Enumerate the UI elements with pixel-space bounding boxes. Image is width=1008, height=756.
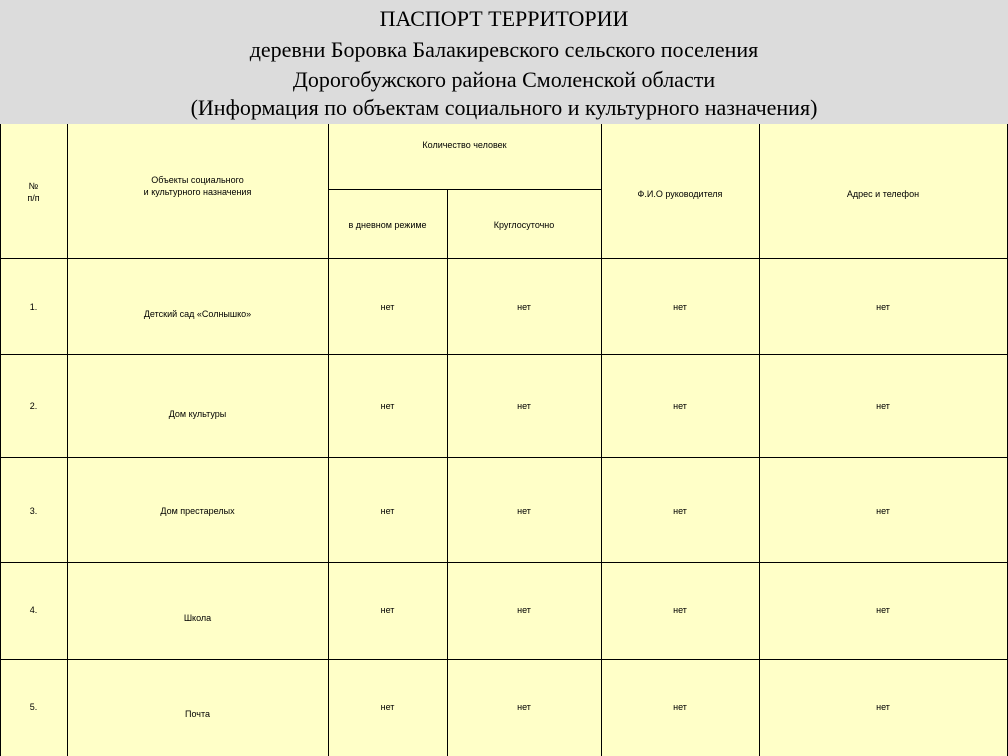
grid-line <box>447 189 448 756</box>
row-object: Почта <box>185 709 210 719</box>
row-day: нет <box>380 506 395 516</box>
grid-line <box>0 258 1008 259</box>
row-head: нет <box>673 605 687 615</box>
row-num: 5. <box>29 702 38 712</box>
row-day: нет <box>380 302 395 312</box>
objects-table <box>0 124 1008 756</box>
row-num: 4. <box>29 605 38 615</box>
grid-line <box>0 457 1008 458</box>
col-object-line1: Объекты социального <box>151 175 244 185</box>
col-object-header <box>67 174 328 198</box>
row-num: 3. <box>29 506 38 516</box>
col-object-line2: и культурного назначения <box>143 187 252 197</box>
grid-line <box>0 354 1008 355</box>
row-day: нет <box>380 605 395 615</box>
row-address: нет <box>876 302 890 312</box>
row-round: нет <box>517 506 531 516</box>
col-address-header: Адрес и телефон <box>846 189 920 199</box>
row-object: Детский сад «Солнышко» <box>143 309 252 319</box>
row-head: нет <box>673 702 687 712</box>
col-head-header: Ф.И.О руководителя <box>637 189 723 199</box>
col-num-symbol: № <box>28 181 39 191</box>
row-head: нет <box>673 401 687 411</box>
col-round-header: Круглосуточно <box>493 220 555 230</box>
row-round: нет <box>517 702 531 712</box>
row-object: Дом культуры <box>168 409 227 419</box>
row-round: нет <box>517 302 531 312</box>
row-address: нет <box>876 702 890 712</box>
title: ПАСПОРТ ТЕРРИТОРИИ <box>379 6 629 31</box>
row-address: нет <box>876 401 890 411</box>
row-address: нет <box>876 605 890 615</box>
col-num-abbr: п/п <box>27 193 40 203</box>
row-object: Школа <box>183 613 212 623</box>
grid-line <box>67 124 68 756</box>
row-address: нет <box>876 506 890 516</box>
col-num-header <box>0 180 67 204</box>
row-object: Дом престарелых <box>160 506 235 516</box>
row-day: нет <box>380 401 395 411</box>
page-header <box>0 0 1008 124</box>
row-day: нет <box>380 702 395 712</box>
grid-line <box>0 562 1008 563</box>
grid-line <box>328 189 601 190</box>
subtitle-district: Дорогобужского района Смоленской области <box>292 67 716 92</box>
row-round: нет <box>517 605 531 615</box>
subtitle-info: (Информация по объектам социального и культурного назначения) <box>190 95 818 120</box>
row-num: 1. <box>29 302 38 312</box>
row-num: 2. <box>29 401 38 411</box>
subtitle-village: деревни Боровка Балакиревского сельского поселения <box>249 37 759 62</box>
col-count-header: Количество человек <box>422 140 507 150</box>
row-round: нет <box>517 401 531 411</box>
grid-line <box>0 124 1 756</box>
grid-line <box>759 124 760 756</box>
grid-line <box>601 124 602 756</box>
col-day-header: в дневном режиме <box>348 220 427 230</box>
row-head: нет <box>673 302 687 312</box>
row-head: нет <box>673 506 687 516</box>
grid-line <box>0 659 1008 660</box>
